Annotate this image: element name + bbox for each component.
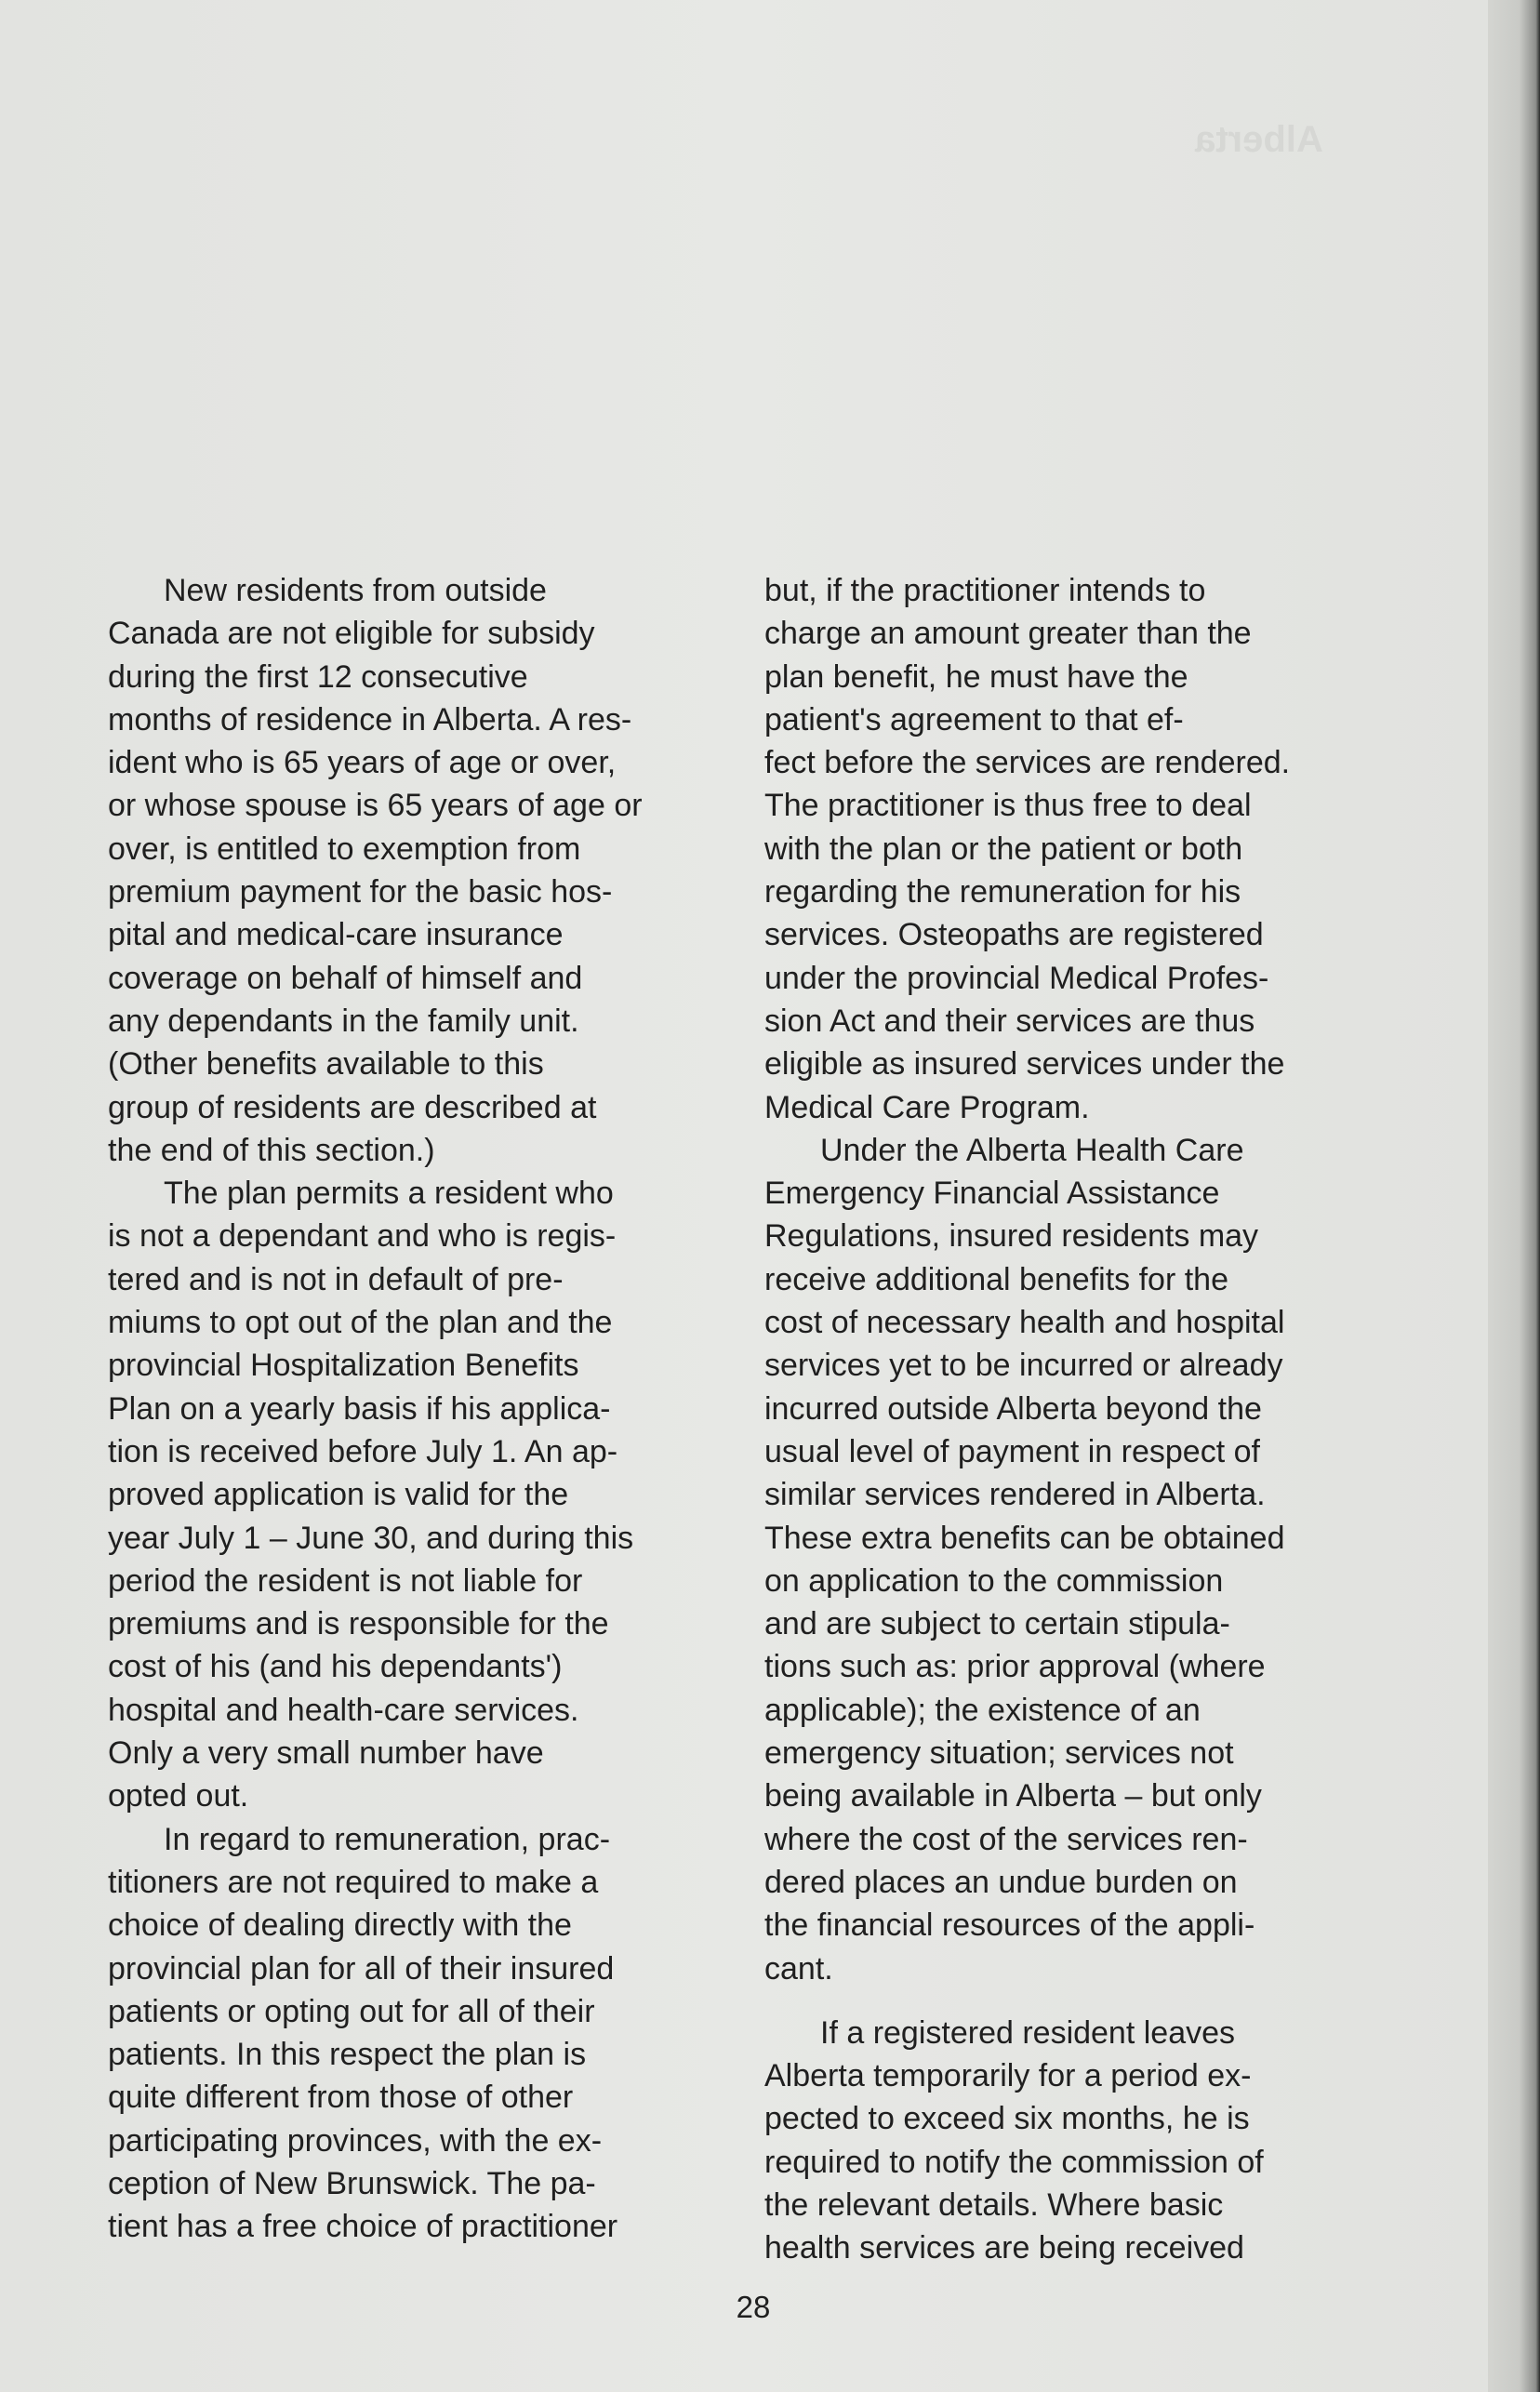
text-line: incurred outside Alberta beyond the — [764, 1390, 1262, 1427]
text-line: tient has a free choice of practitioner — [108, 2209, 618, 2245]
text-line: health services are being received — [764, 2230, 1244, 2266]
text-line: emergency situation; services not — [764, 1735, 1234, 1772]
text-line: or whose spouse is 65 years of age or — [108, 788, 643, 824]
text-line: These extra benefits can be obtained — [764, 1520, 1285, 1556]
text-line: pected to exceed six months, he is — [764, 2101, 1250, 2137]
text-line: provincial plan for all of their insured — [108, 1950, 615, 1987]
text-line: ident who is 65 years of age or over, — [108, 745, 617, 781]
text-line: and are subject to certain stipula- — [764, 1606, 1230, 1642]
text-line: Only a very small number have — [108, 1735, 544, 1772]
text-line: tion is received before July 1. An ap- — [108, 1433, 618, 1469]
text-line: usual level of payment in respect of — [764, 1433, 1260, 1469]
text-line: premiums and is responsible for the — [108, 1606, 609, 1642]
text-line: the financial resources of the appli- — [764, 1907, 1255, 1944]
text-line: provincial Hospitalization Benefits — [108, 1348, 579, 1384]
text-line: receive additional benefits for the — [764, 1261, 1228, 1297]
text-line: Canada are not eligible for subsidy — [108, 616, 595, 652]
text-line: cant. — [764, 1950, 833, 1987]
text-line: The practitioner is thus free to deal — [764, 788, 1252, 824]
text-line: where the cost of the services ren- — [764, 1821, 1248, 1857]
text-line: being available in Alberta – but only — [764, 1778, 1262, 1814]
text-line: on application to the commission — [764, 1562, 1224, 1599]
text-line: year July 1 – June 30, and during this — [108, 1520, 634, 1556]
text-line: applicable); the existence of an — [764, 1692, 1201, 1728]
text-line: quite different from those of other — [108, 2080, 574, 2116]
page-edge-shadow — [1488, 0, 1540, 2392]
text-line: with the plan or the patient or both — [764, 831, 1243, 867]
left-text-column — [108, 569, 722, 2249]
text-line: Regulations, insured residents may — [764, 1218, 1259, 1255]
text-line: proved application is valid for the — [108, 1477, 569, 1513]
show-through-running-title: Alberta — [1195, 119, 1323, 160]
paragraph-gap — [764, 1990, 1378, 2012]
text-line: The plan permits a resident who — [164, 1176, 614, 1212]
text-line: Alberta temporarily for a period ex- — [764, 2058, 1252, 2094]
text-line: under the provincial Medical Profes- — [764, 960, 1269, 996]
text-line: coverage on behalf of himself and — [108, 960, 583, 996]
text-line: patients or opting out for all of their — [108, 1993, 595, 2029]
text-line: eligible as insured services under the — [764, 1046, 1285, 1083]
text-line: patients. In this respect the plan is — [108, 2037, 587, 2073]
text-line: (Other benefits available to this — [108, 1046, 544, 1083]
text-line: plan benefit, he must have the — [764, 658, 1188, 695]
text-line: Under the Alberta Health Care — [820, 1132, 1244, 1168]
text-line: required to notify the commission of — [764, 2144, 1264, 2180]
text-line: opted out. — [108, 1778, 249, 1814]
text-line: regarding the remuneration for his — [764, 874, 1241, 910]
text-line: participating provinces, with the ex- — [108, 2122, 603, 2159]
text-line: fect before the services are rendered. — [764, 745, 1291, 781]
text-line: In regard to remuneration, prac- — [164, 1821, 611, 1857]
text-line: ception of New Brunswick. The pa- — [108, 2165, 596, 2201]
text-line: cost of his (and his dependants') — [108, 1649, 563, 1685]
text-line: miums to opt out of the plan and the — [108, 1305, 613, 1341]
text-line: dered places an undue burden on — [764, 1864, 1238, 1900]
text-line: over, is entitled to exemption from — [108, 831, 581, 867]
page-number: 28 — [736, 2290, 771, 2324]
text-line: the relevant details. Where basic — [764, 2186, 1224, 2223]
text-line: hospital and health-care services. — [108, 1692, 579, 1728]
text-line: premium payment for the basic hos- — [108, 874, 613, 910]
text-line: any dependants in the family unit. — [108, 1003, 579, 1039]
text-line: patient's agreement to that ef- — [764, 701, 1184, 738]
text-line: but, if the practitioner intends to — [764, 573, 1206, 608]
text-line: Medical Care Program. — [764, 1089, 1090, 1125]
text-line: If a registered resident leaves — [820, 2014, 1236, 2051]
right-text-column — [764, 569, 1378, 2270]
text-line: sion Act and their services are thus — [764, 1003, 1255, 1039]
text-line: titioners are not required to make a — [108, 1864, 599, 1900]
text-line: Emergency Financial Assistance — [764, 1176, 1220, 1212]
text-line: charge an amount greater than the — [764, 616, 1252, 652]
text-line: cost of necessary health and hospital — [764, 1305, 1285, 1341]
text-line: services yet to be incurred or already — [764, 1348, 1283, 1384]
text-line: tered and is not in default of pre- — [108, 1261, 564, 1297]
text-line: New residents from outside — [164, 573, 547, 608]
text-line: pital and medical-care insurance — [108, 917, 564, 953]
text-line: months of residence in Alberta. A res- — [108, 701, 632, 738]
text-line: Plan on a yearly basis if his applica- — [108, 1390, 611, 1427]
text-line: services. Osteopaths are registered — [764, 917, 1264, 953]
text-line: group of residents are described at — [108, 1089, 597, 1125]
text-line: period the resident is not liable for — [108, 1562, 583, 1599]
text-line: similar services rendered in Alberta. — [764, 1477, 1266, 1513]
text-line: tions such as: prior approval (where — [764, 1649, 1266, 1685]
text-line: during the first 12 consecutive — [108, 658, 528, 695]
text-line: the end of this section.) — [108, 1132, 435, 1168]
text-line: is not a dependant and who is regis- — [108, 1218, 617, 1255]
text-line: choice of dealing directly with the — [108, 1907, 572, 1944]
